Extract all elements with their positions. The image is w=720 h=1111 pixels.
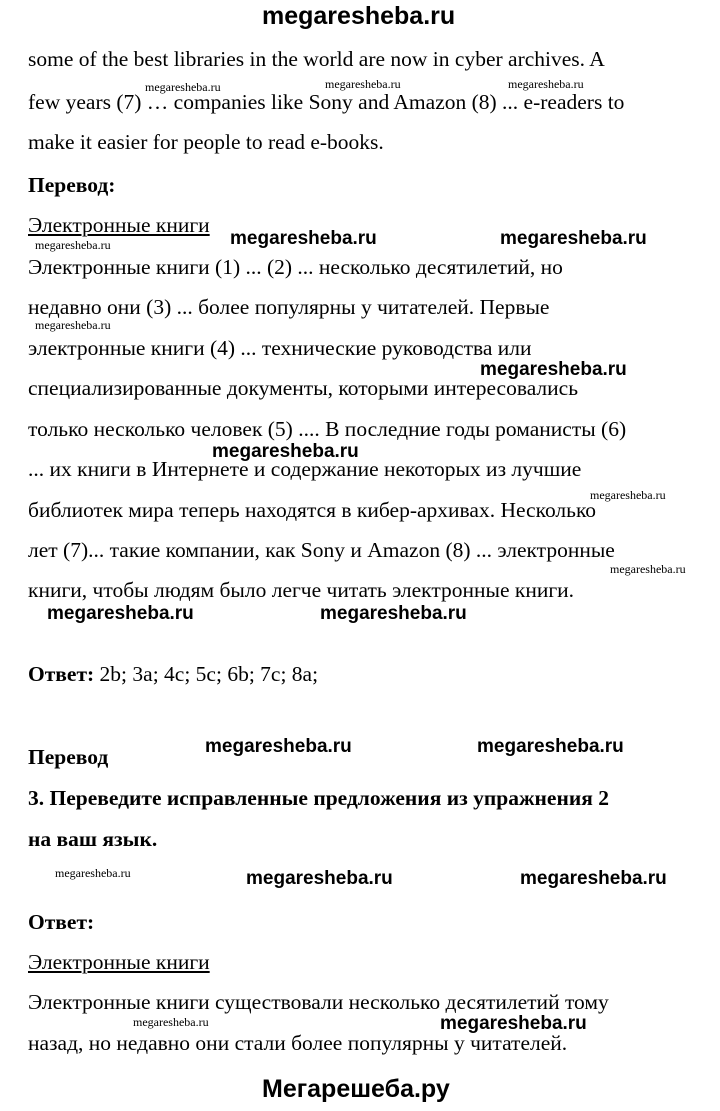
watermark: megaresheba.ru — [520, 868, 667, 889]
watermark: megaresheba.ru — [47, 603, 194, 624]
english-line: some of the best libraries in the world are now in cyber archives. A — [28, 47, 605, 71]
watermark: megaresheba.ru — [320, 603, 467, 624]
watermark: megaresheba.ru — [500, 228, 647, 249]
site-footer: Мегарешеба.ру — [262, 1075, 450, 1103]
watermark: megaresheba.ru — [440, 1013, 587, 1034]
answer-line — [28, 662, 318, 687]
translation-line: специализированные документы, которыми интересовались — [28, 376, 579, 400]
watermark: megaresheba.ru — [55, 866, 131, 880]
answer-label: Ответ: — [28, 910, 95, 934]
watermark: megaresheba.ru — [35, 238, 111, 252]
translation-heading: Перевод: — [28, 173, 116, 197]
watermark: megaresheba.ru — [610, 562, 686, 576]
answer-text: 2b; 3a; 4c; 5c; 6b; 7c; 8a; — [94, 662, 319, 686]
translation-line: лет (7)... такие компании, как Sony и Amazon (8) ... электронные — [28, 538, 615, 562]
translation-title: Электронные книги — [28, 213, 210, 237]
english-line: few years (7) … companies like Sony and Amazon (8) ... e-readers to — [28, 90, 625, 114]
watermark: megaresheba.ru — [205, 736, 352, 757]
watermark: megaresheba.ru — [246, 868, 393, 889]
section-heading: Перевод — [28, 745, 109, 769]
watermark: megaresheba.ru — [325, 77, 401, 91]
translation-line: электронные книги (4) ... технические руководства или — [28, 336, 532, 360]
answer-line: Электронные книги существовали несколько десятилетий тому — [28, 990, 609, 1014]
english-line: make it easier for people to read e-books. — [28, 130, 384, 154]
watermark: megaresheba.ru — [480, 359, 627, 380]
watermark: megaresheba.ru — [212, 441, 359, 462]
answer-line: назад, но недавно они стали более популярны у читателей. — [28, 1031, 568, 1055]
answer-title: Электронные книги — [28, 950, 210, 974]
site-header: megaresheba.ru — [262, 2, 456, 30]
watermark: megaresheba.ru — [133, 1015, 209, 1029]
translation-line: Электронные книги (1) ... (2) ... несколько десятилетий, но — [28, 255, 563, 279]
task-line: на ваш язык. — [28, 827, 158, 851]
translation-line: библиотек мира теперь находятся в кибер-архивах. Несколько — [28, 498, 597, 522]
watermark: megaresheba.ru — [590, 488, 666, 502]
watermark: megaresheba.ru — [477, 736, 624, 757]
translation-line: недавно они (3) ... более популярны у читателей. Первые — [28, 295, 550, 319]
watermark: megaresheba.ru — [230, 228, 377, 249]
translation-line: только несколько человек (5) .... В последние годы романисты (6) — [28, 417, 627, 441]
translation-line: ... их книги в Интернете и содержание некоторых из лучшие — [28, 457, 582, 481]
watermark: megaresheba.ru — [35, 318, 111, 332]
translation-line: книги, чтобы людям было легче читать электронные книги. — [28, 578, 575, 602]
task-line: 3. Переведите исправленные предложения из упражнения 2 — [28, 786, 610, 810]
watermark: megaresheba.ru — [508, 77, 584, 91]
watermark: megaresheba.ru — [145, 80, 221, 94]
answer-label: Ответ: — [28, 662, 95, 686]
